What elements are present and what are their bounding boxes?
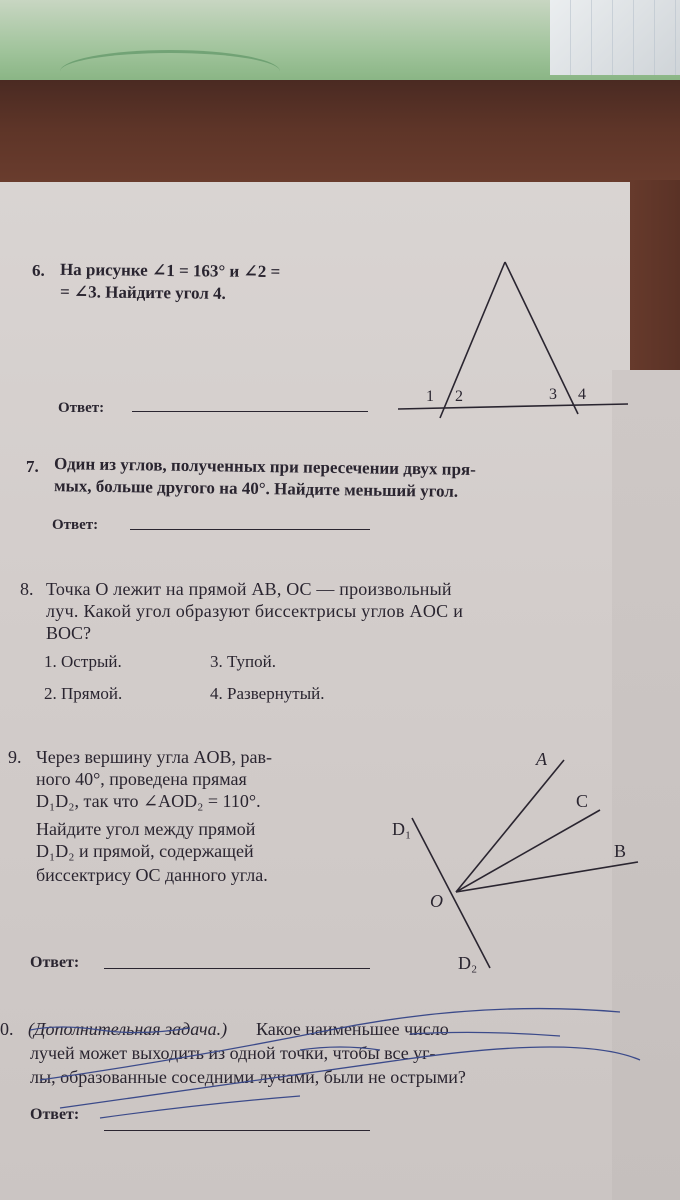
- task8-option-4[interactable]: 4. Развернутый.: [210, 684, 325, 703]
- task7-number: 7.: [26, 457, 39, 476]
- task9-label-C: C: [576, 791, 589, 811]
- task7-text-line2: мых, больше другого на 40°. Найдите меньший угол.: [53, 476, 459, 501]
- task8-option-2[interactable]: 2. Прямой.: [44, 684, 123, 703]
- task9-answer-label: Ответ:: [30, 954, 80, 971]
- task9-text-line6: биссектрису OC данного угла.: [36, 865, 268, 885]
- task10-supplementary-label: (Дополнительная задача.): [28, 1019, 228, 1039]
- task9-text-line4: Найдите угол между прямой: [36, 819, 256, 839]
- task8-number: 8.: [20, 579, 34, 599]
- task9-text-line1: Через вершину угла AOB, рав-: [36, 747, 272, 767]
- task9-text-line5: D₁D₂ и прямой, содержащей: [36, 841, 254, 861]
- task6-label-1: 1: [426, 388, 434, 405]
- task6-label-3: 3: [549, 386, 557, 403]
- task10-number: 0.: [0, 1019, 14, 1039]
- task6-label-2: 2: [455, 388, 463, 405]
- task10-text-line1: Какое наименьшее число: [256, 1019, 449, 1039]
- task6-label-4: 4: [578, 386, 586, 403]
- task6-number: 6.: [32, 261, 45, 280]
- task7-text-line1: Один из углов, полученных при пересечении двух пря-: [53, 454, 476, 479]
- task10-text-line2: лучей может выходить из одной точки, чтобы все уг-: [30, 1043, 436, 1063]
- task9-label-O: O: [430, 891, 443, 911]
- task9-label-D2: D₂: [458, 953, 478, 973]
- task6-text-line2: = ∠3. Найдите угол 4.: [59, 282, 226, 303]
- task8-option-1[interactable]: 1. Острый.: [44, 652, 122, 671]
- task8-option-3[interactable]: 3. Тупой.: [210, 652, 276, 671]
- task6-text-line1: На рисунке ∠1 = 163° и ∠2 =: [59, 259, 281, 282]
- task8-text-line3: BOC?: [46, 623, 91, 643]
- task8-text-line2: луч. Какой угол образуют биссектрисы углов AOC и: [46, 601, 464, 621]
- task9-label-B: B: [614, 841, 627, 861]
- task10-text-line3: лы, образованные соседними лучами, были не острыми?: [30, 1067, 466, 1087]
- task9-label-D1: D₁: [392, 819, 412, 839]
- task6-answer-label: Ответ:: [58, 400, 105, 416]
- task8-text-line1: Точка O лежит на прямой AB, OC — произвольный: [46, 579, 452, 599]
- task7-answer-label: Ответ:: [52, 517, 99, 533]
- task9-text-line3: D₁D₂, так что ∠AOD₂ = 110°.: [36, 791, 261, 811]
- task9-label-A: A: [536, 749, 547, 769]
- task10-answer-label: Ответ:: [30, 1106, 80, 1123]
- task9-number: 9.: [8, 747, 22, 767]
- task9-text-line2: ного 40°, проведена прямая: [36, 769, 247, 789]
